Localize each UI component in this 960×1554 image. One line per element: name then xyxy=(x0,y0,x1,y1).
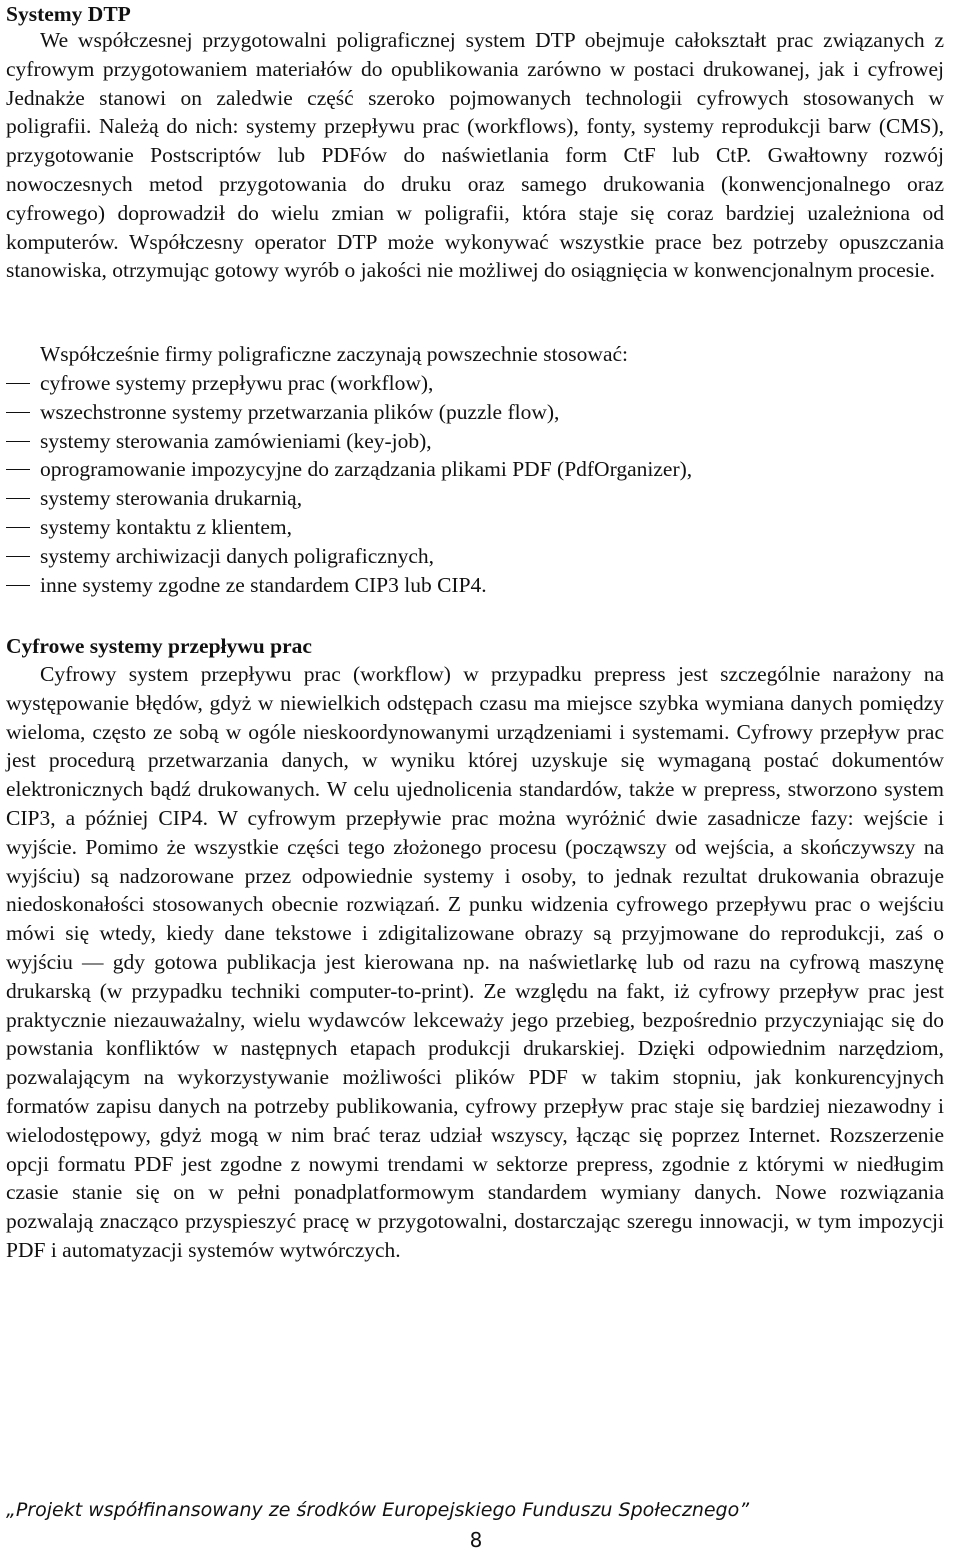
page-number: 8 xyxy=(469,1528,483,1552)
section-heading-systemy-dtp: Systemy DTP xyxy=(6,2,131,26)
paragraph-systemy-dtp: We współczesnej przygotowalni poligraficznej system DTP obejmuje całokształt prac związanych z cyfrowym przygotowaniem materiałów do opublikowania zarówno w postaci drukowanej, jak i cyfrowej Jednakże stanowi on zaledwie część szeroko pojmowanych technologii cyfrowych stosowanych w poligrafii. Należą do nich: systemy przepływu prac (workflows), fonty, systemy reprodukcji barw (CMS), przygotowanie Postscriptów lub PDFów do naświetlania form CtF lub CtP. Gwałtowny rozwój nowoczesnych metod przygotowania do druku oraz samego drukowania (konwencjonalnego oraz cyfrowego) doprowadził do wielu zmian w poligrafii, która staje się coraz bardziej uzależniona od komputerów. Współczesny operator DTP może wykonywać wszystkie prace bez potrzeby opuszczania stanowiska, otrzymując gotowy wyrób o jakości nie możliwej do osiągnięcia w konwencjonalnym procesie. xyxy=(6,28,944,283)
dash-bullet xyxy=(6,498,30,499)
list-item-text: inne systemy zgodne ze standardem CIP3 lub CIP4. xyxy=(40,572,487,597)
list-item-text: cyfrowe systemy przepływu prac (workflow), xyxy=(40,371,434,395)
technology-list xyxy=(6,369,944,599)
list-item-text: systemy sterowania drukarnią, xyxy=(40,486,303,511)
list-item xyxy=(6,571,944,600)
list-item xyxy=(6,398,944,427)
list-item-text: oprogramowanie impozycyjne do zarządzania plikami PDF (PdfOrganizer), xyxy=(40,457,693,482)
list-item-text: systemy kontaktu z klientem, xyxy=(40,514,292,539)
list-item xyxy=(6,369,944,398)
list-item-text: systemy archiwizacji danych poligraficznych, xyxy=(40,543,435,568)
dash-bullet xyxy=(6,469,30,470)
dash-bullet xyxy=(6,527,30,528)
dash-bullet xyxy=(6,556,30,557)
list-item xyxy=(6,427,944,456)
list-intro: Współcześnie firmy poligraficzne zaczynają powszechnie stosować: xyxy=(40,342,629,366)
list-item xyxy=(6,484,944,513)
list-item-text: wszechstronne systemy przetwarzania plików (puzzle flow), xyxy=(40,399,560,424)
dash-bullet xyxy=(6,412,30,413)
dash-bullet xyxy=(6,441,30,442)
list-item xyxy=(6,513,944,542)
dash-bullet xyxy=(6,585,30,586)
list-item xyxy=(6,542,944,571)
footer-funding-note: „Projekt współfinansowany ze środków Europejskiego Funduszu Społecznego” xyxy=(6,1499,750,1521)
list-item-text: systemy sterowania zamówieniami (key-job), xyxy=(40,428,432,453)
paragraph-cyfrowe-systemy: Cyfrowy system przepływu prac (workflow) w przypadku prepress jest szczególnie narażony na występowanie błędów, gdyż w niewielkich odstępach czasu ma miejsce szybka wymiana danych pomiędzy wieloma, często ze sobą w ogóle nieskoordynowanymi urządzeniami i systemami. Cyfrowy przepływ prac jest procedurą przetwarzania danych, w wyniku której uzyskuje się wymaganą postać dokumentów elektronicznych bądź drukowanych. W celu ujednolicenia standardów, także w prepress, stworzono system CIP3, a później CIP4. W cyfrowym przepływie prac można wyróżnić dwie zasadnicze fazy: wejście i wyjście. Pomimo że wszystkie części tego złożonego procesu (począwszy od wejścia, a skończywszy na wyjściu) są nadzorowane przez odpowiednie systemy i osoby, to jednak rezultat drukowania obrazuje niedoskonałości stosowanych obecnie rozwiązań. Z punku widzenia cyfrowego przepływu prac o wejściu mówi się wtedy, kiedy dane tekstowe i zdigitalizowane obrazy są przyjmowane do reprodukcji, zaś o wyjściu — gdy gotowa publikacja jest kierowana np. na naświetlarkę lub od razu na cyfrową maszynę drukarską (w przypadku techniki computer-to-print). Ze względu na fakt, iż cyfrowy przepływ prac jest praktycznie niezauważalny, wielu wydawców lekceważy jego przebieg, bezpośrednio przyczyniając się do powstania konfliktów w następnych etapach produkcji drukarskiej. Dzięki odpowiednim narzędziom, pozwalającym na wykorzystywanie możliwości plików PDF w takim stopniu, jak konkurencyjnych formatów zapisu danych na potrzeby publikowania, cyfrowy przepływ prac staje się bardziej niezawodny i wielodostępowy, gdyż mogą w nim brać teraz udział wszyscy, łącząc się poprzez Internet. Rozszerzenie opcji formatu PDF jest zgodne z nowymi trendami w sektorze prepress, zgodnie z którymi w niedługim czasie stanie się on w pełni ponadplatformowym standardem wymiany danych. Nowe rozwiązania pozwalają znacząco przyspieszyć pracę w przygotowalni, dostarczając szeregu innowacji, w tym impozycji PDF i automatyzacji systemów wytwórczych. xyxy=(6,662,944,1262)
list-item xyxy=(6,455,944,484)
dash-bullet xyxy=(6,383,30,384)
section-heading-cyfrowe-systemy: Cyfrowe systemy przepływu prac xyxy=(6,634,312,658)
